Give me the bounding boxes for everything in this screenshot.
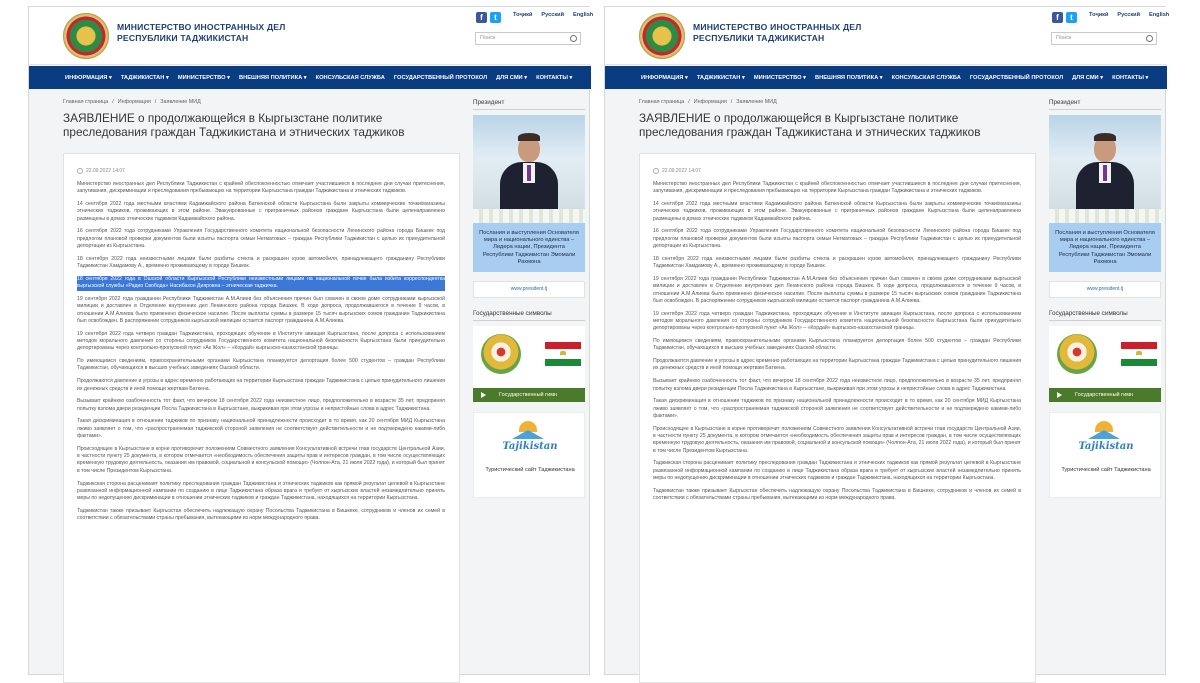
lang-english[interactable]: English — [1149, 12, 1170, 18]
breadcrumb-information[interactable]: Информация — [693, 99, 727, 105]
page-title: ЗАЯВЛЕНИЕ о продолжающейся в Кыргызстане политике преследования граждан Таджикистана и этнических таджиков — [63, 111, 405, 139]
nav-foreign-policy[interactable]: ВНЕШНЯЯ ПОЛИТИКА ▾ — [815, 74, 883, 81]
article-paragraph: Министерство иностранных дел Республики Таджикистан с крайней обеспокоенностью отмечает участившиеся в последнее дни случаи притеснения, запугивания, дискриминации и преследования пребывающих на территории Кыргызстана граждан Таджикистана и этнических таджиков. — [77, 181, 445, 195]
article-paragraph: Продолжаются давление и угрозы в адрес временно работающих на территории Кыргызстана граждан Таджикистана с целью принудительного лишения их денежных средств и иной помощи жертвам Баткена. — [653, 358, 1021, 372]
screenshot-left — [28, 6, 594, 675]
article-paragraph: Таджикская сторона расценивает политику преследования граждан Таджикистана и этнических таджиков как прямой результат целевой в Кыргызстане развязанной информационной кампании по созданию в лице Таджикистана образа врага и требует от кыргызских властей незамедлительно принять меры по недопущению дискриминации в отношении этнических таджиков и граждан Таджикистана, находящихся на территории Кыргызстана. — [77, 480, 445, 502]
lang-russian[interactable]: Русский — [541, 12, 565, 18]
president-photo[interactable] — [1049, 115, 1161, 223]
article-paragraph: 16 сентября 2022 года сотрудниками Управления Государственного комитета национальной безопасности Ленинского района города Бишкек под предлогом плановой проверки документов были изъяты паспорта семьи Негматовых – граждан Республики Таджикистан с целью их принудительной депортации из Кыргызстана. — [653, 228, 1021, 250]
site-header — [29, 7, 594, 65]
symbols-title: Государственные символы — [1049, 310, 1161, 321]
article-date-text: 22.09.2022 14:07 — [86, 168, 125, 174]
nav-contacts[interactable]: КОНТАКТЫ ▾ — [536, 74, 573, 81]
anthem-label: Государственный гимн — [1075, 392, 1134, 399]
breadcrumb-separator: / — [154, 99, 157, 105]
article-paragraph: Происходящее в Кыргызстане в корне противоречит положениям Совместного заявления Консультативной встречи глав государств Центральной Азии, в частности пункту 25 документа, в котором отмечается «необходимость обеспечения защиты прав и интересов граждан, в том числе осуществляющих временную трудовую деятельность, оказания им правовой, социальной и консульской помощи» (Чолпон-Ата, 21 июля 2022 года), и который был принят в том числе Президентом Кыргызстана. — [653, 425, 1021, 454]
lang-tajik[interactable]: Тоҷикӣ — [1089, 12, 1109, 18]
breadcrumb-home[interactable]: Главная страница — [639, 99, 685, 105]
article-date-text: 22.09.2022 14:07 — [662, 168, 701, 174]
breadcrumb-separator: / — [688, 99, 690, 105]
tourism-caption: Туристический сайт Таджикистана — [1061, 467, 1151, 474]
lang-english[interactable]: English — [573, 12, 594, 18]
nav-tajikistan[interactable]: ТАДЖИКИСТАН ▾ — [696, 74, 745, 81]
state-symbols — [1049, 326, 1161, 388]
president-site-link[interactable]: www.president.tj — [1049, 281, 1161, 298]
screenshot-right — [604, 6, 1170, 675]
sidebar — [473, 99, 585, 498]
org-name[interactable]: МИНИСТЕРСТВО ИНОСТРАННЫХ ДЕЛ РЕСПУБЛИКИ ТАДЖИКИСТАН — [117, 22, 286, 43]
breadcrumb-separator: / — [112, 99, 114, 105]
tourism-banner[interactable] — [1049, 412, 1161, 498]
play-icon — [1057, 392, 1062, 398]
nav-ministry[interactable]: МИНИСТЕРСТВО ▾ — [753, 74, 806, 81]
nav-foreign-policy[interactable]: ВНЕШНЯЯ ПОЛИТИКА ▾ — [239, 74, 307, 81]
symbols-title: Государственные символы — [473, 310, 585, 321]
breadcrumb — [63, 99, 201, 105]
article-paragraph: 18 сентября 2022 года неизвестными лицами были разбиты стекла и раскрашен кузов автомобиля, принадлежащего гражданину Республики Таджикистан Хамдамову А., временно проживающему в городе Бишкек. — [77, 255, 445, 270]
article-date — [653, 168, 1021, 174]
nav-consular[interactable]: КОНСУЛЬСКАЯ СЛУЖБА — [315, 74, 385, 81]
article-paragraph: Такая дискриминация в отношении таджиков по признаку национальной принадлежности происходит в то время, как 20 сентября МИД Кыргызстана лживо заявляет о том, что «распространяемая таджикской стороной заявления не соответствует действительности и не подтверждено какими-либо фактами». — [653, 398, 1021, 419]
tourism-banner[interactable] — [473, 412, 585, 498]
anthem-label: Государственный гимн — [499, 392, 558, 399]
president-photo[interactable] — [473, 115, 585, 223]
tourism-caption: Туристический сайт Таджикистана — [485, 467, 575, 474]
state-symbols — [473, 326, 585, 388]
state-flag-icon[interactable] — [545, 342, 581, 366]
nav-ministry[interactable]: МИНИСТЕРСТВО ▾ — [177, 74, 230, 81]
nav-media[interactable]: ДЛЯ СМИ ▾ — [1072, 74, 1104, 81]
article-paragraph: 19 сентября 2022 года гражданин Республики Таджикистан А.М.Алиев без объяснения причин был схвачен в своем доме сотрудниками кыргызской милиции и доставлен в Отделение внутренних дел Ленинского района города Бишкек. В ходе допроса, продолжавшегося в течение 9 часов, в отношении А.М.Алиева было применено физическое насилие. После выплаты суммы в размере 15 тысяч кыргызских сомов гражданин Таджикистана был освобожден. В распоряжении сотрудников кыргызской милиции остается паспорт гражданина А.М.Алиева. — [653, 275, 1021, 304]
lang-tajik[interactable]: Тоҷикӣ — [513, 12, 533, 18]
nav-protocol[interactable]: ГОСУДАРСТВЕННЫЙ ПРОТОКОЛ — [393, 74, 488, 81]
main-nav — [29, 66, 591, 89]
nav-protocol[interactable]: ГОСУДАРСТВЕННЫЙ ПРОТОКОЛ — [969, 74, 1064, 81]
article-body — [639, 153, 1036, 683]
article-paragraph: 18 сентября 2022 года неизвестными лицами были разбиты стекла и раскрашен кузов автомобиля, принадлежащего гражданину Республики Таджикистан Хамдамову А., временно проживающему в городе Бишкек. — [653, 255, 1021, 270]
nav-information[interactable]: ИНФОРМАЦИЯ ▾ — [65, 74, 112, 81]
state-emblem-icon[interactable] — [481, 334, 521, 374]
breadcrumb-current: Заявление МИД — [160, 99, 201, 105]
article-paragraph: Вызывает крайнюю озабоченность тот факт, что вечером 18 сентября 2022 года неизвестное лицо, предположительно в возрасте 35 лет, предпринял попытку взлома двери резиденции Посла Таджикистана в Кыргызстане, выкрикивая при этом угрозы и непристойные слова в адрес Таджикистана. — [653, 378, 1021, 392]
mountain-icon — [512, 430, 544, 439]
org-name[interactable]: МИНИСТЕРСТВО ИНОСТРАННЫХ ДЕЛ РЕСПУБЛИКИ ТАДЖИКИСТАН — [693, 22, 862, 43]
tourism-logo: Tajikistan — [502, 441, 558, 453]
breadcrumb-home[interactable]: Главная страница — [63, 99, 109, 105]
article-paragraph: Вызывает крайнюю озабоченность тот факт, что вечером 18 сентября 2022 года неизвестное лицо, предположительно в возрасте 35 лет, предпринял попытку взлома двери резиденции Посла Таджикистана в Кыргызстане, выкрикивая при этом угрозы и непристойные слова в адрес Таджикистана. — [77, 398, 445, 412]
article-paragraph: Такая дискриминация в отношении таджиков по признаку национальной принадлежности происходит в то время, как 20 сентября МИД Кыргызстана лживо заявляет о том, что «распространяемая таджикской стороной заявления не соответствует действительности и не подтверждено какими-либо фактами». — [77, 418, 445, 440]
president-caption-link[interactable]: Послания и выступления Основателя мира и национального единства – Лидера нации, Президента Республики Таджикистан Эмомали Рахмона — [473, 223, 585, 272]
article-paragraph: 19 сентября 2022 года гражданин Республики Таджикистан А.М.Алиев без объяснения причин был схвачен в своем доме сотрудниками кыргызской милиции и доставлен в Отделение внутренних дел Ленинского района города Бишкек. В ходе допроса, продолжавшегося в течение 9 часов, в отношении А.М.Алиева было применено физическое насилие. После выплаты суммы в размере 15 тысяч кыргызских сомов гражданин Таджикистана был освобожден. В распоряжении сотрудников кыргызской милиции остается паспорт гражданина А.М.Алиева. — [77, 296, 445, 324]
president-site-link[interactable]: www.president.tj — [473, 281, 585, 298]
president-caption-link[interactable]: Послания и выступления Основателя мира и национального единства – Лидера нации, Президента Республики Таджикистан Эмомали Рахмона — [1049, 223, 1161, 272]
main-nav — [605, 66, 1167, 89]
search-icon[interactable] — [1146, 35, 1153, 42]
facebook-icon[interactable]: f — [476, 12, 487, 23]
article-date — [77, 168, 445, 174]
anthem-button[interactable] — [1049, 388, 1161, 402]
search-placeholder: Поиск — [1056, 35, 1072, 41]
article-paragraph: По имеющимся сведениям, правоохранительными органами Кыргызстана планируется депортация более 500 студентов – граждан Республики Таджикистан, обучающихся в высших учебных заведениях Ошской области. — [77, 358, 445, 372]
breadcrumb-separator: / — [730, 99, 733, 105]
nav-tajikistan[interactable]: ТАДЖИКИСТАН ▾ — [120, 74, 169, 81]
facebook-icon[interactable]: f — [1052, 12, 1063, 23]
president-title: Президент — [1049, 99, 1161, 110]
article-paragraph: 14 сентября 2022 года местными властями Кадамжайского района Баткенской области Кыргызстана были закрыты коммерческие точки/магазины этнических таджиков, проживающих в этом районе. Эвакуированные с приграничных районов граждане Кыргызстана были целенаправленно размещены в домах этнических таджиков Кадамжайского района. — [653, 201, 1021, 222]
lang-russian[interactable]: Русский — [1117, 12, 1141, 18]
article-paragraph: Министерство иностранных дел Республики Таджикистан с крайней обеспокоенностью отмечает участившиеся в последнее дни случаи притеснения, запугивания, дискриминации и преследования пребывающих на территории Кыргызстана граждан Таджикистана и этнических таджиков. — [653, 181, 1021, 195]
sidebar — [1049, 99, 1161, 498]
page-title: ЗАЯВЛЕНИЕ о продолжающейся в Кыргызстане политике преследования граждан Таджикистана и этнических таджиков — [639, 111, 981, 139]
article-paragraph: Таджикистан также призывает Кыргызстан обеспечить надлежащую охрану Посольства Таджикистана в Бишкеке, сотрудников и членов их семей в соответствии с обязательствами страны пребывания, вытекающими из норм международного права. — [653, 487, 1021, 502]
nav-media[interactable]: ДЛЯ СМИ ▾ — [496, 74, 528, 81]
anthem-button[interactable] — [473, 388, 585, 402]
search-icon[interactable] — [570, 35, 577, 42]
breadcrumb-current: Заявление МИД — [736, 99, 777, 105]
twitter-icon[interactable]: t — [490, 12, 501, 23]
article-paragraph: По имеющимся сведениям, правоохранительными органами Кыргызстана планируется депортация более 500 студентов – граждан Республики Таджикистан, обучающихся в высших учебных заведениях Ошской области. — [653, 338, 1021, 352]
clock-icon — [77, 168, 83, 174]
twitter-icon[interactable]: t — [1066, 12, 1077, 23]
article-body — [63, 153, 460, 683]
search-placeholder: Поиск — [480, 35, 496, 41]
state-emblem-logo[interactable] — [639, 13, 685, 59]
article-paragraphs — [77, 181, 445, 522]
language-switcher — [1089, 12, 1169, 18]
article-paragraph: Таджикистан также призывает Кыргызстан обеспечить надлежащую охрану Посольства Таджикистана в Бишкеке, сотрудников и членов их семей в соответствии с обязательствами страны пребывания, вытекающими из норм международного права. — [77, 507, 445, 522]
president-title: Президент — [473, 99, 585, 110]
tourism-logo: Tajikistan — [1078, 441, 1134, 453]
article-paragraphs — [653, 181, 1021, 502]
nav-consular[interactable]: КОНСУЛЬСКАЯ СЛУЖБА — [891, 74, 961, 81]
article-paragraph: Происходящее в Кыргызстане в корне противоречит положениям Совместного заявления Консультативной встречи глав государств Центральной Азии, в частности пункту 25 документа, в котором отмечается «необходимость обеспечения защиты прав и интересов граждан, в том числе осуществляющих временную трудовую деятельность, оказания им правовой, социальной и консульской помощи» (Чолпон-Ата, 21 июля 2022 года), и который был принят в том числе Президентом Кыргызстана. — [77, 445, 445, 474]
play-icon — [481, 392, 486, 398]
state-emblem-logo[interactable] — [63, 13, 109, 59]
article-paragraph: 19 сентября 2022 года четверо граждан Таджикистана, проходящих обучение в Институте авиации Кыргызстана, после допроса с использованием методов морального давления со стороны сотрудников Государственного комитета национальной безопасности Кыргызстана были принудительно депортированы через контрольно-пропускной пункт «Ак Жол» – «Кордай» кыргызско-казахстанской границы. — [77, 330, 445, 352]
article-paragraph: 16 сентября 2022 года сотрудниками Управления Государственного комитета национальной безопасности Ленинского района города Бишкек под предлогом плановой проверки документов были изъяты паспорта семьи Негматовых – граждан Республики Таджикистан с целью их принудительной депортации из Кыргызстана. — [77, 228, 445, 250]
article-paragraph: 14 сентября 2022 года местными властями Кадамжайского района Баткенской области Кыргызстана были закрыты коммерческие точки/магазины этнических таджиков, проживающих в этом районе. Эвакуированные с приграничных районов граждане Кыргызстана были целенаправленно размещены в домах этнических таджиков Кадамжайского района. — [77, 201, 445, 222]
article-paragraph: 19 сентября 2022 года четверо граждан Таджикистана, проходящих обучение в Институте авиации Кыргызстана, после допроса с использованием методов морального давления со стороны сотрудников Государственного комитета национальной безопасности Кыргызстана были принудительно депортированы через контрольно-пропускной пункт «Ак Жол» – «Кордай» кыргызско-казахстанской границы. — [653, 310, 1021, 332]
breadcrumb-information[interactable]: Информация — [117, 99, 151, 105]
screenshot-separator — [592, 0, 602, 675]
mountain-icon — [1088, 430, 1120, 439]
state-flag-icon[interactable] — [1121, 342, 1157, 366]
search-input[interactable] — [1051, 32, 1157, 45]
article-paragraph-selected: 18 сентября 2022 года в Ошской области Кыргызской Республики неизвестными лицами на национальной почве была избита корреспондентка кыргызской службы «Радио Свобода» Насибахон Дияровна – этническая таджичка. — [77, 275, 445, 290]
language-switcher — [513, 12, 593, 18]
nav-contacts[interactable]: КОНТАКТЫ ▾ — [1112, 74, 1149, 81]
site-header — [605, 7, 1170, 65]
article-paragraph: Таджикская сторона расценивает политику преследования граждан Таджикистана и этнических таджиков как прямой результат целевой в Кыргызстане развязанной информационной кампании по созданию в лице Таджикистана образа врага и требует от кыргызских властей незамедлительно принять меры по недопущению дискриминации в отношении этнических таджиков и граждан Таджикистана, находящихся на территории Кыргызстана. — [653, 460, 1021, 481]
nav-information[interactable]: ИНФОРМАЦИЯ ▾ — [641, 74, 688, 81]
state-emblem-icon[interactable] — [1057, 334, 1097, 374]
article-paragraph: Продолжаются давление и угрозы в адрес временно работающих на территории Кыргызстана граждан Таджикистана с целью принудительного лишения их денежных средств и иной помощи жертвам Баткена. — [77, 378, 445, 392]
clock-icon — [653, 168, 659, 174]
search-input[interactable] — [475, 32, 581, 45]
breadcrumb — [639, 99, 777, 105]
